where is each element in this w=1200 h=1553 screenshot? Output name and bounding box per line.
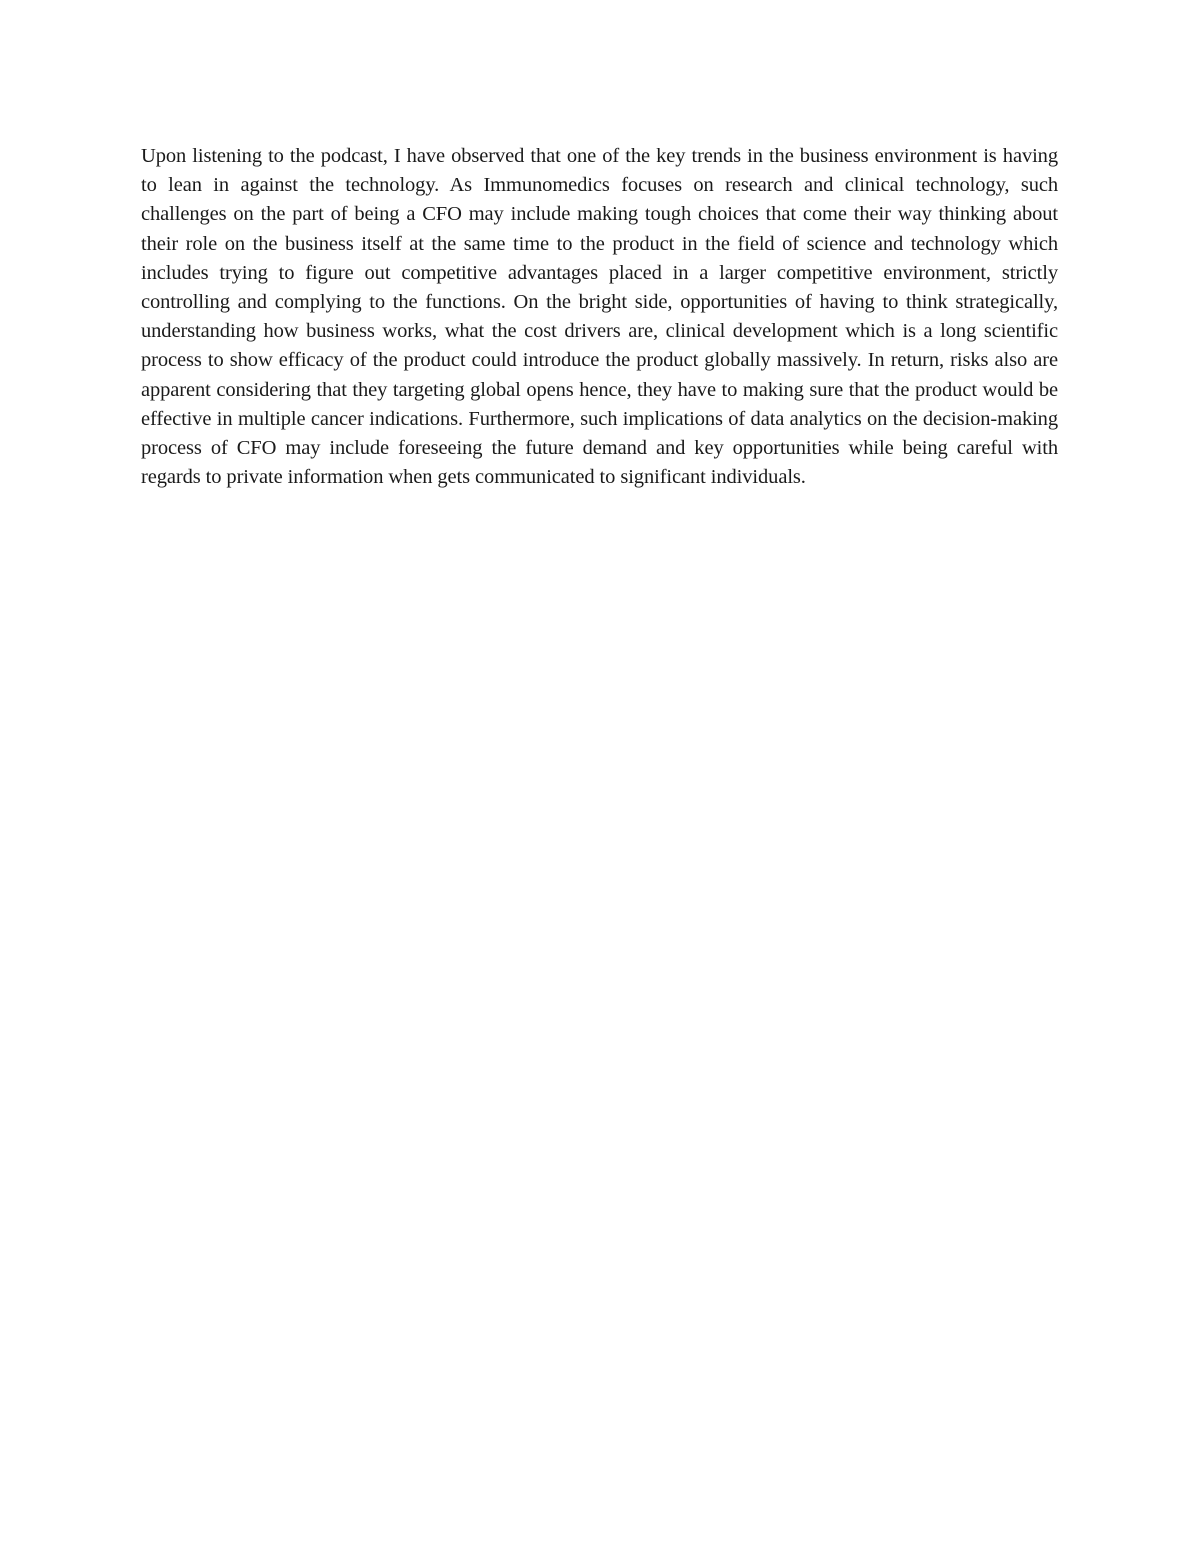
body-paragraph: Upon listening to the podcast, I have observed that one of the key trends in the business environment is having to lean in against the technology. As Immunomedics focuses on research and clinical technology, such challenges on the part of being a CFO may include making tough choices that come their way thinking about their role on the business itself at the same time to the product in the field of science and technology which includes trying to figure out competitive advantages placed in a larger competitive environment, strictly controlling and complying to the functions. On the bright side, opportunities of having to think strategically, understanding how business works, what the cost drivers are, clinical development which is a long scientific process to show efficacy of the product could introduce the product globally massively. In return, risks also are apparent considering that they targeting global opens hence, they have to making sure that the product would be effective in multiple cancer indications. Furthermore, such implications of data analytics on the decision-making process of CFO may include foreseeing the future demand and key opportunities while being careful with regards to private information when gets communicated to significant individuals. (141, 145, 1058, 489)
